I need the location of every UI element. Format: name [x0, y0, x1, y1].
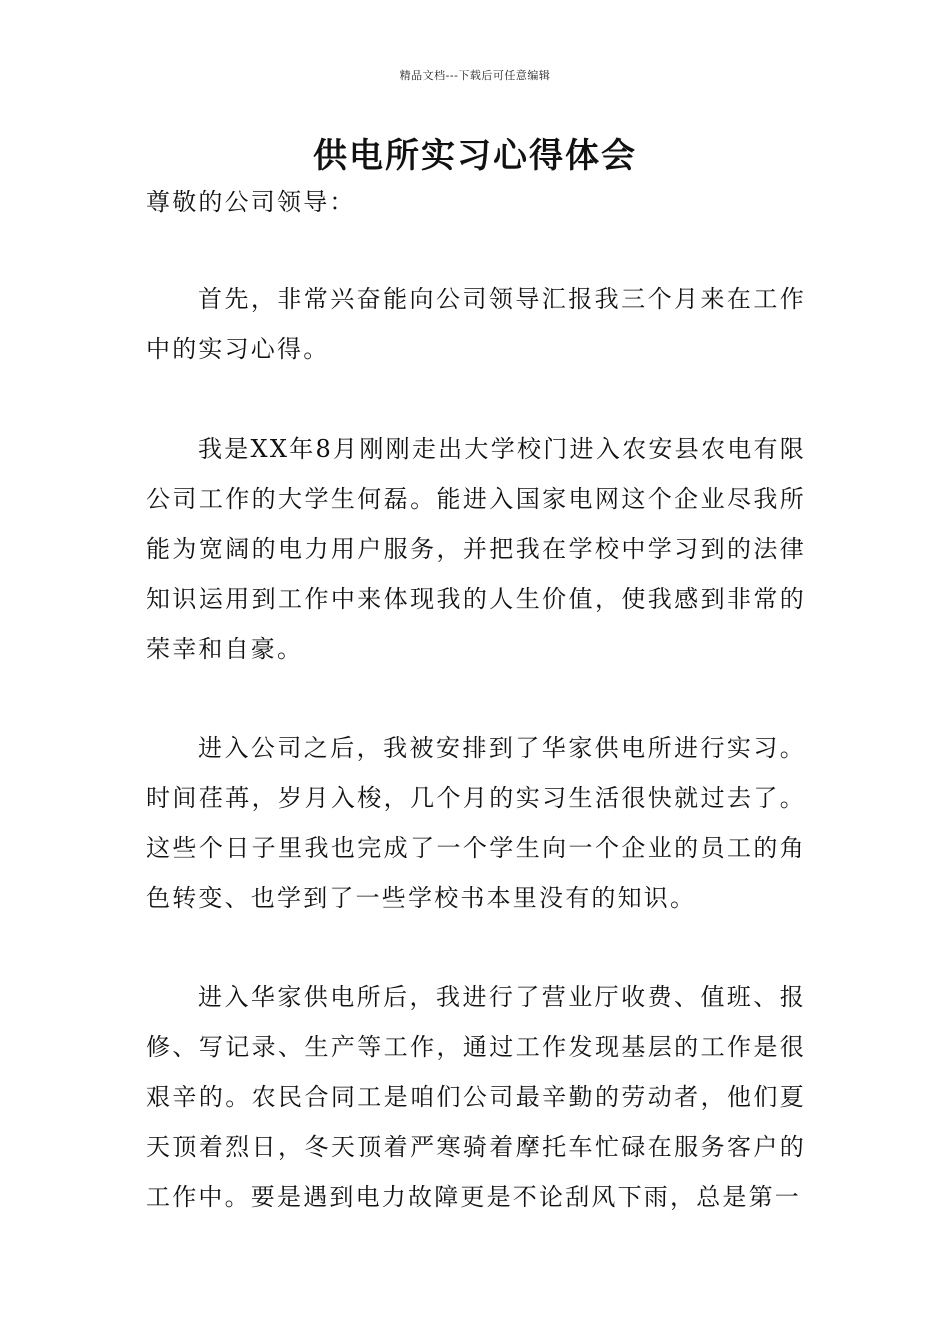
paragraph-1: 首先，非常兴奋能向公司领导汇报我三个月来在工作中的实习心得。: [146, 285, 806, 363]
paragraph-3: 进入公司之后，我被安排到了华家供电所进行实习。时间荏苒，岁月入梭，几个月的实习生活很快就过去了。这些个日子里我也完成了一个学生向一个企业的员工的角色转变、也学到了一些学校书本里没有的知识。: [146, 734, 806, 912]
paragraph-2-block: [146, 424, 806, 674]
paragraph-1-block: [146, 274, 806, 374]
header-note: 精品文档---下载后可任意编辑: [399, 69, 551, 82]
paragraph-2: 我是XX年8月刚刚走出大学校门进入农安县农电有限公司工作的大学生何磊。能进入国家电网这个企业尽我所能为宽阔的电力用户服务，并把我在学校中学习到的法律知识运用到工作中来体现我的人生价值，使我感到非常的荣幸和自豪。: [146, 435, 806, 663]
document-title: 供电所实习心得体会: [313, 136, 637, 176]
paragraph-4-block: [146, 972, 806, 1222]
paragraph-3-block: [146, 723, 806, 923]
paragraph-4: 进入华家供电所后，我进行了营业厅收费、值班、报修、写记录、生产等工作，通过工作发现基层的工作是很艰辛的。农民合同工是咱们公司最辛勤的劳动者，他们夏天顶着烈日，冬天顶着严寒骑着摩托车忙碌在服务客户的工作中。要是遇到电力故障更是不论刮风下雨，总是第一: [146, 983, 806, 1211]
salutation: 尊敬的公司领导：: [146, 188, 356, 216]
